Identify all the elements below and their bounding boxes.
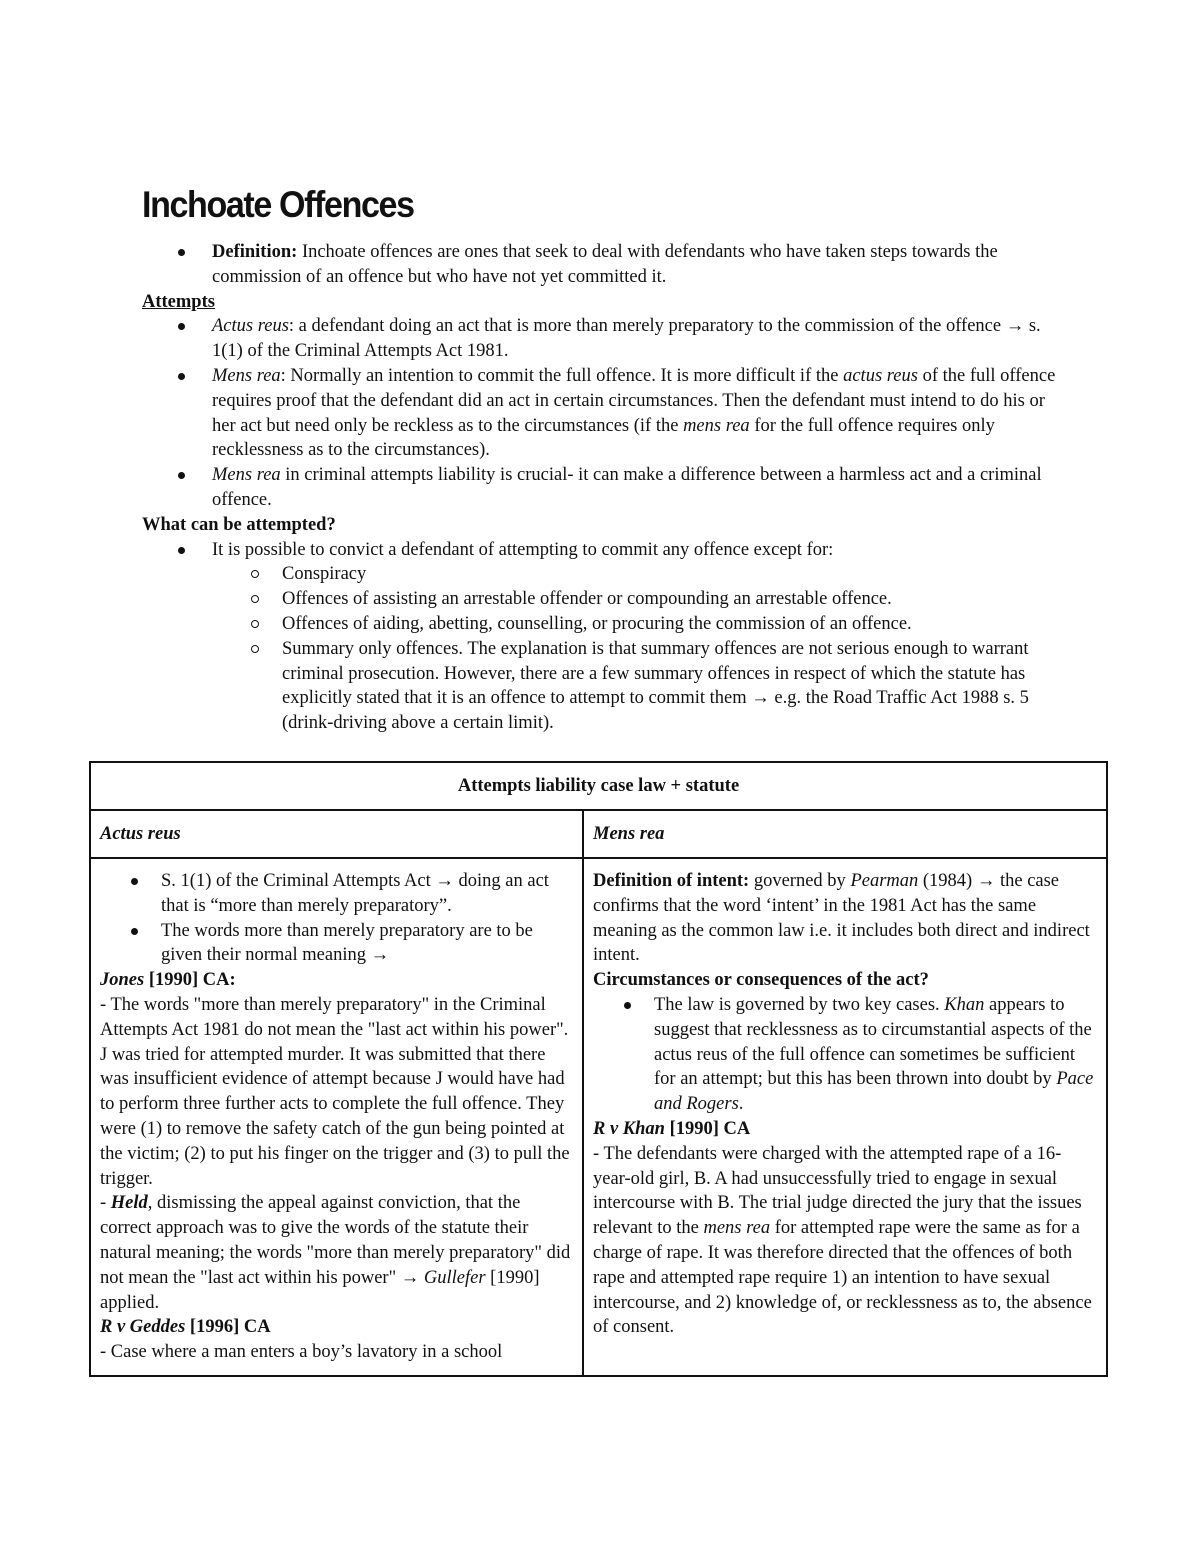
text: - [100,1193,111,1214]
item-text: for the full offence requires only recklessness as to the circumstances). [212,415,995,461]
case-paragraph [100,1191,573,1315]
table-title: Attempts liability case law + statute [90,762,1107,810]
actus-reus-list [91,869,573,968]
text: , dismissing the appeal against conviction, that the correct approach was to give the words of the statute their natural meaning; the words "more than merely preparatory" did not mean the "last act within his power" → [100,1193,571,1288]
list-item [142,364,1072,463]
sub-list-item: Offences of assisting an arrestable offender or compounding an arrestable offence. [212,587,1072,612]
case-name: Pace and Rogers [654,1069,1094,1115]
case-paragraph [593,1142,1097,1340]
term: actus reus [843,365,918,386]
term: Mens rea [212,465,281,486]
attempts-heading: Attempts [142,291,215,312]
case-citation: [1990] CA: [144,970,236,991]
term: Mens rea [212,365,281,386]
item-text: of the full offence requires proof that the defendant did an act in certain circumstances. Then the defendant must intend to do his or her act but need only be reckless as to the circumstances (if the [212,365,1056,436]
what-can-heading: What can be attempted? [142,514,336,535]
held-label: Held [110,1193,148,1214]
what-can-list [142,538,1072,563]
column-header-mens-rea: Mens rea [583,810,1107,858]
page-title: Inchoate Offences [142,184,414,225]
sub-list-item: Conspiracy [212,562,1072,587]
case-heading [593,1117,1097,1142]
column-header-actus-reus: Actus reus [90,810,583,858]
list-item [584,993,1097,1117]
list-item: S. 1(1) of the Criminal Attempts Act → doing an act that is “more than merely preparatory”. [91,869,573,919]
item-text: It is possible to convict a defendant of attempting to commit any offence except for: [212,539,834,560]
case-name: Jones [100,970,145,991]
term: mens rea [683,415,750,436]
text: . [738,1094,744,1115]
case-name: Gullefer [423,1267,486,1288]
list-item [142,463,1072,513]
text: The law is governed by two key cases. [654,994,945,1015]
case-heading [100,1315,573,1340]
actus-reus-cell [90,858,583,1376]
item-text: : Normally an intention to commit the full offence. It is more difficult if the [280,365,844,386]
definition-paragraph [593,869,1097,968]
term: mens rea [703,1218,771,1239]
case-name: Pearman [850,871,919,891]
sub-list-item: Offences of aiding, abetting, counselling, or procuring the commission of an offence. [212,612,1072,637]
list-item: The words more than merely preparatory are to be given their normal meaning → [91,919,573,969]
list-item [142,538,1072,563]
definition-label: Definition of intent: [593,871,750,891]
case-name: R v Geddes [100,1317,186,1338]
text: for attempted rape were the same as for a charge of rape. It was therefore directed that the offences of both rape and attempted rape require 1) an intention to have sexual intercourse, and 2) knowledge of, or recklessness as to, the absence of consent. [593,1218,1092,1338]
circumstances-list [584,993,1097,1117]
case-paragraph: - The words "more than merely preparatory" in the Criminal Attempts Act 1981 do not mean the "last act within his power". J was tried for attempted murder. It was submitted that there was insufficient evidence of attempt because J would have had to perform three further acts to complete the full offence. They were (1) to remove the safety catch of the gun being pointed at the victim; (2) to put his finger on the trigger and (3) to pull the trigger. [100,994,570,1189]
case-name: Khan [944,994,985,1015]
sub-list-item: Summary only offences. The explanation is that summary offences are not serious enough to warrant criminal prosecution. However, there are a few summary offences in respect of which the statute has explicitly stated that it is an offence to attempt to commit them → e.g. the Road Traffic Act 1988 s. 5 (drink-driving above a certain limit). [212,637,1072,736]
text: - The defendants were charged with the attempted rape of a 16-year-old girl, B. A had unsuccessfully tried to engage in sexual intercourse with B. The trial judge directed the jury that the issues relevant to the [593,1143,1082,1239]
text: (1984) → the case confirms that the word ‘intent’ in the 1981 Act has the same meaning as the common law i.e. it includes both direct and indirect intent. [593,871,1090,966]
case-law-table [89,761,1108,1377]
definition-text: Inchoate offences are ones that seek to deal with defendants who have taken steps towards the commission of an offence but who have not yet committed it. [212,242,998,287]
text: [1990] applied. [100,1267,540,1313]
term: Actus reus [212,316,289,337]
case-citation: [1996] CA [185,1317,271,1338]
item-text: : a defendant doing an act that is more than merely preparatory to the commission of the offence → s. 1(1) of the Criminal Attempts Act 1981. [212,316,1041,362]
case-citation: [1990] CA [664,1118,751,1139]
attempts-list [142,314,1072,512]
document-body [142,180,1072,736]
circumstances-heading: Circumstances or consequences of the act? [593,970,929,991]
definition-label: Definition: [212,242,298,262]
case-name: R v Khan [593,1118,665,1139]
text: appears to suggest that recklessness as to circumstantial aspects of the actus reus of the full offence can sometimes be sufficient for an attempt; but this has been thrown into doubt by [654,994,1092,1090]
intro-list [142,240,1072,290]
exceptions-list [212,562,1072,736]
definition-item [142,240,1072,290]
case-heading [100,968,573,993]
mens-rea-cell [583,858,1107,1376]
item-text: in criminal attempts liability is crucial- it can make a difference between a harmless act and a criminal offence. [212,465,1042,510]
text: governed by [749,871,851,891]
list-item [142,314,1072,364]
case-paragraph: - Case where a man enters a boy’s lavatory in a school [100,1342,503,1363]
